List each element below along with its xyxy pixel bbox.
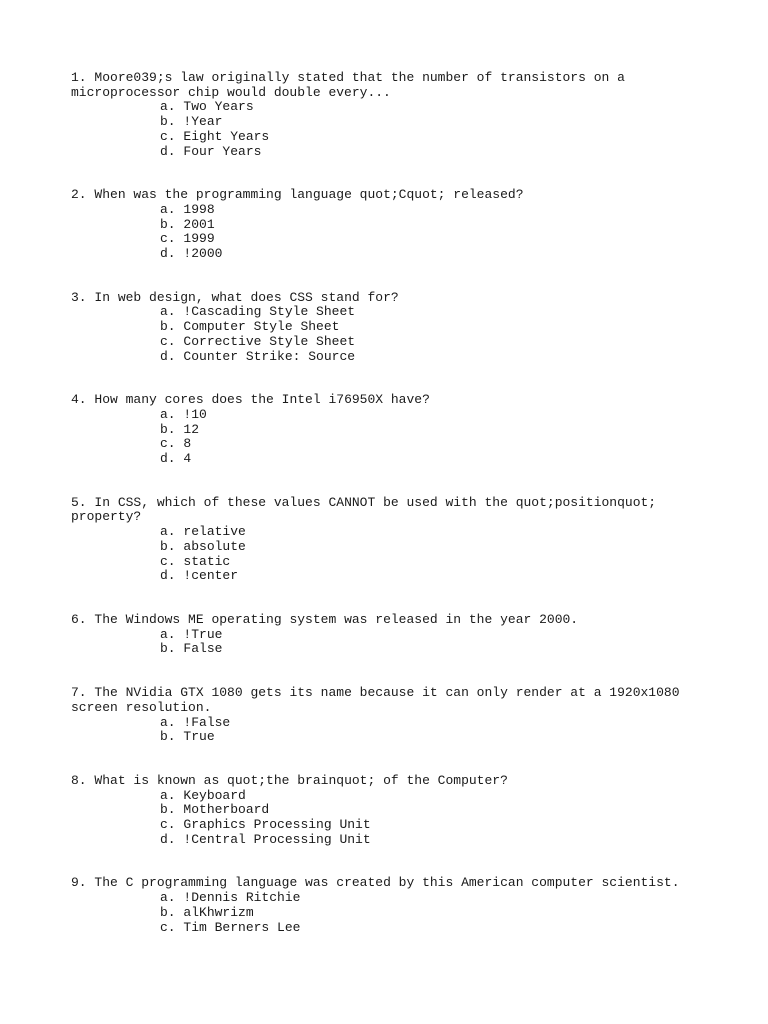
option-text: True (183, 729, 215, 745)
option-c (160, 335, 711, 350)
question-number: 5. (71, 494, 87, 510)
option-text: Motherboard (183, 802, 270, 818)
question-text (71, 613, 711, 628)
option-a (160, 525, 711, 540)
option-text: 4 (183, 451, 192, 467)
option-list (71, 408, 711, 467)
option-letter: c. (160, 553, 176, 569)
question-9 (71, 876, 711, 935)
question-number: 8. (71, 772, 87, 788)
option-text: Eight Years (183, 128, 270, 144)
option-b (160, 115, 711, 130)
option-letter: a. (160, 201, 176, 217)
option-d (160, 569, 711, 584)
option-letter: d. (160, 246, 176, 262)
question-text (71, 291, 711, 306)
option-list (71, 203, 711, 262)
option-a (160, 203, 711, 218)
option-d (160, 247, 711, 262)
option-letter: b. (160, 216, 176, 232)
option-c (160, 130, 711, 145)
question-text (71, 71, 711, 100)
option-text: 12 (183, 421, 200, 437)
option-list (71, 305, 711, 364)
question-number: 9. (71, 875, 87, 891)
option-letter: c. (160, 128, 176, 144)
option-letter: b. (160, 421, 176, 437)
question-8 (71, 774, 711, 848)
option-b (160, 320, 711, 335)
option-text: Tim Berners Lee (183, 919, 301, 935)
option-letter: a. (160, 99, 176, 115)
option-text: !Central Processing Unit (183, 831, 371, 847)
question-text (71, 876, 711, 891)
question-prompt: How many cores does the Intel i76950X have? (94, 392, 430, 408)
option-letter: b. (160, 114, 176, 130)
option-text: Counter Strike: Source (183, 348, 356, 364)
question-prompt: In web design, what does CSS stand for? (94, 289, 399, 305)
option-letter: c. (160, 231, 176, 247)
option-text: Graphics Processing Unit (183, 817, 371, 833)
question-prompt: The C programming language was created by this American computer scientist. (94, 875, 680, 891)
option-text: 2001 (183, 216, 215, 232)
option-text: Computer Style Sheet (183, 319, 340, 335)
option-b (160, 423, 711, 438)
question-prompt: The NVidia GTX 1080 gets its name because it can only render at a 1920x1080 screen resolution. (71, 685, 688, 715)
option-letter: a. (160, 406, 176, 422)
option-a (160, 100, 711, 115)
option-letter: b. (160, 904, 176, 920)
option-a (160, 305, 711, 320)
option-letter: b. (160, 319, 176, 335)
option-letter: d. (160, 143, 176, 159)
option-text: Keyboard (183, 787, 246, 803)
option-letter: c. (160, 919, 176, 935)
question-5 (71, 496, 711, 584)
option-text: Corrective Style Sheet (183, 333, 356, 349)
question-text (71, 774, 711, 789)
option-text: !Dennis Ritchie (183, 890, 301, 906)
option-text: !2000 (183, 246, 223, 262)
question-prompt: What is known as quot;the brainquot; of the Computer? (94, 772, 508, 788)
option-c (160, 555, 711, 570)
option-text: 8 (183, 436, 192, 452)
question-prompt: When was the programming language quot;Cquot; released? (94, 187, 524, 203)
option-text: 1999 (183, 231, 215, 247)
question-4 (71, 393, 711, 467)
option-text: !10 (183, 406, 207, 422)
option-letter: c. (160, 333, 176, 349)
option-d (160, 145, 711, 160)
option-text: Two Years (183, 99, 254, 115)
option-letter: d. (160, 568, 176, 584)
option-letter: a. (160, 524, 176, 540)
question-number: 3. (71, 289, 87, 305)
question-2 (71, 188, 711, 262)
question-text (71, 188, 711, 203)
option-d (160, 833, 711, 848)
option-letter: b. (160, 729, 176, 745)
question-6 (71, 613, 711, 657)
question-prompt: In CSS, which of these values CANNOT be used with the quot;positionquot; property? (71, 494, 664, 525)
option-list (71, 100, 711, 159)
question-text (71, 496, 711, 525)
option-text: !center (183, 568, 239, 584)
question-number: 6. (71, 611, 87, 627)
option-b (160, 642, 711, 657)
option-b (160, 218, 711, 233)
option-text: !Cascading Style Sheet (183, 304, 356, 320)
option-text: False (183, 641, 223, 657)
option-letter: d. (160, 831, 176, 847)
option-list (71, 891, 711, 935)
option-a (160, 408, 711, 423)
option-a (160, 789, 711, 804)
option-letter: a. (160, 890, 176, 906)
quiz-document (71, 71, 711, 964)
option-letter: a. (160, 626, 176, 642)
option-list (71, 628, 711, 657)
option-a (160, 891, 711, 906)
option-letter: b. (160, 538, 176, 554)
option-letter: c. (160, 436, 176, 452)
option-text: absolute (183, 538, 246, 554)
option-c (160, 921, 711, 936)
option-list (71, 525, 711, 584)
option-letter: c. (160, 817, 176, 833)
option-c (160, 818, 711, 833)
question-3 (71, 291, 711, 365)
option-letter: d. (160, 348, 176, 364)
option-text: Four Years (183, 143, 262, 159)
option-letter: b. (160, 802, 176, 818)
option-a (160, 628, 711, 643)
option-c (160, 437, 711, 452)
option-text: 1998 (183, 201, 215, 217)
question-prompt: Moore039;s law originally stated that the number of transistors on a microprocessor chip would double every... (71, 70, 633, 100)
question-number: 1. (71, 70, 87, 85)
question-7 (71, 686, 711, 745)
option-b (160, 803, 711, 818)
option-letter: d. (160, 451, 176, 467)
option-b (160, 540, 711, 555)
question-number: 2. (71, 187, 87, 203)
question-number: 4. (71, 392, 87, 408)
option-text: relative (183, 524, 246, 540)
option-letter: b. (160, 641, 176, 657)
option-letter: a. (160, 787, 176, 803)
option-text: alKhwrizm (183, 904, 254, 920)
question-prompt: The Windows ME operating system was released in the year 2000. (94, 611, 579, 627)
option-b (160, 906, 711, 921)
option-text: !Year (183, 114, 223, 130)
option-letter: a. (160, 714, 176, 730)
option-letter: a. (160, 304, 176, 320)
option-d (160, 452, 711, 467)
option-text: static (183, 553, 231, 569)
option-list (71, 716, 711, 745)
option-b (160, 730, 711, 745)
option-a (160, 716, 711, 731)
question-number: 7. (71, 685, 87, 701)
question-text (71, 686, 711, 715)
option-c (160, 232, 711, 247)
question-text (71, 393, 711, 408)
option-d (160, 350, 711, 365)
option-text: !True (183, 626, 223, 642)
option-list (71, 789, 711, 848)
option-text: !False (183, 714, 231, 730)
question-1 (71, 71, 711, 159)
